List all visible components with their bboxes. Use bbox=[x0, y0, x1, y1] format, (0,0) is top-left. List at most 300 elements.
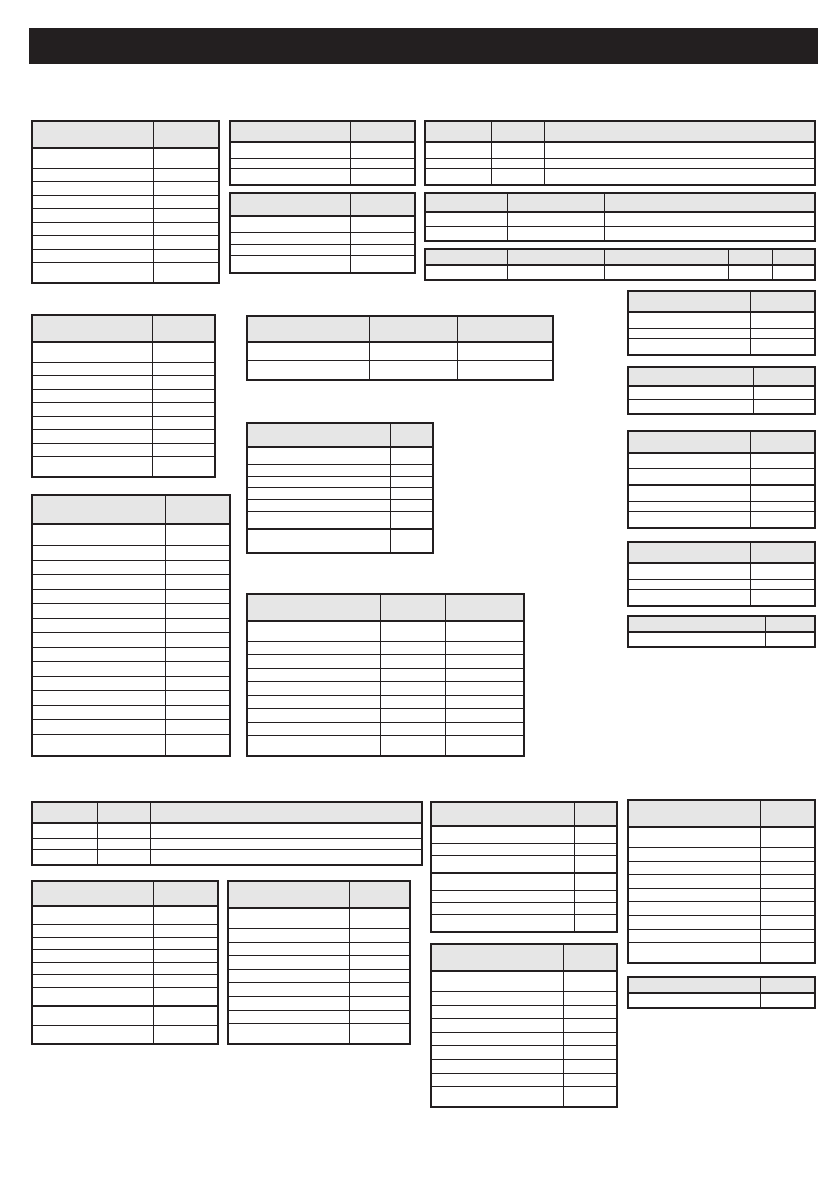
table-cell bbox=[153, 925, 218, 938]
table-cell bbox=[380, 722, 445, 736]
table-cell bbox=[32, 975, 153, 988]
table-header-row bbox=[230, 193, 415, 216]
table-t21 bbox=[430, 943, 618, 1108]
table-cell bbox=[32, 560, 165, 575]
table-row bbox=[32, 906, 218, 925]
table-cell bbox=[750, 590, 815, 606]
table-cell bbox=[628, 943, 760, 963]
table-cell bbox=[628, 902, 760, 916]
table-cell bbox=[431, 843, 575, 855]
table-cell bbox=[491, 142, 544, 158]
table-cell bbox=[349, 908, 410, 928]
table-row bbox=[425, 265, 815, 281]
table-cell bbox=[431, 1046, 564, 1060]
table-row bbox=[32, 416, 215, 430]
table-row bbox=[32, 705, 230, 720]
table-cell bbox=[760, 861, 815, 875]
table-row bbox=[425, 169, 815, 185]
header-cell bbox=[628, 977, 760, 993]
table-cell bbox=[750, 579, 815, 590]
table-cell bbox=[760, 915, 815, 929]
table-row bbox=[431, 1032, 617, 1046]
table-cell bbox=[544, 158, 815, 169]
table-cell bbox=[380, 682, 445, 696]
header-cell bbox=[97, 802, 151, 823]
table-row bbox=[628, 453, 815, 469]
table-row bbox=[32, 263, 219, 283]
table-header-row bbox=[431, 944, 617, 971]
header-cell bbox=[32, 881, 153, 906]
table-row bbox=[628, 993, 815, 1009]
table-cell bbox=[491, 158, 544, 169]
table-row bbox=[228, 1010, 410, 1024]
table-cell bbox=[32, 925, 153, 938]
table-cell bbox=[351, 256, 415, 273]
header-cell bbox=[351, 193, 415, 216]
table-cell bbox=[369, 342, 457, 361]
table-cell bbox=[32, 618, 165, 633]
table-cell bbox=[628, 339, 750, 355]
table-cell bbox=[247, 641, 380, 655]
table-cell bbox=[153, 249, 219, 263]
table-row bbox=[628, 501, 815, 512]
table-row bbox=[247, 529, 433, 553]
table-cell bbox=[228, 942, 349, 956]
table-row bbox=[228, 969, 410, 983]
table-row bbox=[32, 389, 215, 403]
table-t18 bbox=[430, 801, 618, 933]
table-cell bbox=[575, 873, 617, 891]
table-cell bbox=[32, 839, 97, 850]
table-cell bbox=[760, 888, 815, 902]
table-row bbox=[32, 925, 218, 938]
table-row bbox=[431, 1019, 617, 1033]
header-cell bbox=[491, 121, 544, 142]
table-row bbox=[247, 641, 524, 655]
table-row bbox=[431, 826, 617, 844]
table-cell bbox=[32, 849, 97, 865]
table-row bbox=[247, 621, 524, 641]
header-cell bbox=[153, 881, 218, 906]
table-row bbox=[247, 722, 524, 736]
table-cell bbox=[247, 476, 390, 488]
table-cell bbox=[153, 236, 219, 250]
table-row bbox=[32, 937, 218, 950]
table-row bbox=[628, 386, 815, 400]
table-cell bbox=[349, 929, 410, 943]
table-header-row bbox=[32, 121, 219, 148]
table-cell bbox=[431, 1019, 564, 1033]
table-row bbox=[32, 546, 230, 561]
table-cell bbox=[425, 212, 508, 226]
table-cell bbox=[628, 827, 760, 847]
table-cell bbox=[151, 839, 422, 850]
table-cell bbox=[628, 512, 750, 528]
table-cell bbox=[153, 430, 215, 444]
table-cell bbox=[765, 632, 815, 648]
table-cell bbox=[32, 236, 153, 250]
table-cell bbox=[628, 400, 753, 414]
header-cell bbox=[369, 316, 457, 342]
table-cell bbox=[32, 575, 165, 590]
table-header-row bbox=[247, 423, 433, 447]
table-cell bbox=[230, 169, 351, 185]
table-cell bbox=[750, 469, 815, 485]
table-row bbox=[431, 1046, 617, 1060]
table-cell bbox=[564, 1059, 617, 1073]
table-cell bbox=[380, 668, 445, 682]
table-cell bbox=[97, 839, 151, 850]
table-header-row bbox=[628, 977, 815, 993]
table-row bbox=[230, 216, 415, 233]
header-cell bbox=[151, 802, 422, 823]
table-cell bbox=[247, 682, 380, 696]
table-row bbox=[628, 915, 815, 929]
table-cell bbox=[628, 848, 760, 862]
table-row bbox=[32, 734, 230, 756]
table-row bbox=[32, 1006, 218, 1025]
table-cell bbox=[228, 969, 349, 983]
table-row bbox=[628, 312, 815, 328]
table-row bbox=[247, 655, 524, 669]
table-cell bbox=[32, 720, 165, 735]
header-cell bbox=[351, 121, 415, 142]
table-cell bbox=[351, 244, 415, 255]
table-cell bbox=[153, 988, 218, 1007]
table-cell bbox=[628, 875, 760, 889]
table-cell bbox=[247, 668, 380, 682]
table-cell bbox=[32, 249, 153, 263]
table-row bbox=[32, 839, 422, 850]
header-cell bbox=[750, 291, 815, 312]
table-row bbox=[628, 339, 815, 355]
table-cell bbox=[153, 937, 218, 950]
table-cell bbox=[349, 1024, 410, 1044]
table-cell bbox=[165, 647, 230, 662]
table-row bbox=[230, 256, 415, 273]
table-row bbox=[32, 403, 215, 417]
table-header-row bbox=[32, 315, 215, 342]
header-cell bbox=[628, 367, 753, 386]
table-cell bbox=[247, 488, 390, 500]
table-t13 bbox=[31, 494, 231, 757]
table-cell bbox=[153, 263, 219, 283]
table-cell bbox=[165, 633, 230, 648]
table-cell bbox=[349, 996, 410, 1010]
table-header-row bbox=[228, 881, 410, 908]
table-cell bbox=[349, 942, 410, 956]
table-cell bbox=[32, 430, 153, 444]
table-row bbox=[32, 575, 230, 590]
table-cell bbox=[165, 676, 230, 691]
table-row bbox=[230, 169, 415, 185]
table-cell bbox=[628, 485, 750, 501]
table-cell bbox=[380, 621, 445, 641]
table-cell bbox=[228, 908, 349, 928]
table-cell bbox=[445, 621, 524, 641]
table-row bbox=[247, 512, 433, 530]
header-cell bbox=[32, 802, 97, 823]
table-cell bbox=[564, 1032, 617, 1046]
table-row bbox=[32, 342, 215, 362]
table-t15 bbox=[246, 593, 525, 757]
table-row bbox=[32, 618, 230, 633]
table-cell bbox=[431, 826, 575, 844]
header-cell bbox=[425, 193, 508, 212]
table-row bbox=[32, 604, 230, 619]
table-t22 bbox=[627, 799, 816, 964]
table-row bbox=[32, 823, 422, 839]
table-cell bbox=[32, 443, 153, 457]
table-cell bbox=[32, 906, 153, 925]
table-cell bbox=[628, 453, 750, 469]
header-cell bbox=[230, 193, 351, 216]
table-cell bbox=[575, 826, 617, 844]
table-cell bbox=[230, 244, 351, 255]
header-cell bbox=[773, 249, 815, 265]
table-cell bbox=[351, 233, 415, 244]
table-cell bbox=[390, 512, 433, 530]
table-cell bbox=[544, 169, 815, 185]
header-cell bbox=[458, 316, 553, 342]
header-cell bbox=[32, 121, 153, 148]
table-cell bbox=[32, 362, 153, 376]
table-cell bbox=[247, 529, 390, 553]
table-cell bbox=[575, 902, 617, 914]
table-row bbox=[628, 827, 815, 847]
table-cell bbox=[228, 996, 349, 1010]
table-t16 bbox=[627, 615, 816, 648]
header-cell bbox=[544, 121, 815, 142]
table-row bbox=[228, 996, 410, 1010]
table-cell bbox=[445, 655, 524, 669]
table-row bbox=[628, 943, 815, 963]
table-cell bbox=[32, 524, 165, 546]
table-t09 bbox=[627, 290, 816, 356]
header-cell bbox=[760, 977, 815, 993]
table-cell bbox=[153, 376, 215, 390]
table-cell bbox=[390, 500, 433, 512]
table-header-row bbox=[628, 800, 815, 827]
table-header-row bbox=[628, 291, 815, 312]
table-cell bbox=[153, 975, 218, 988]
table-t02 bbox=[229, 120, 416, 186]
table-cell bbox=[165, 575, 230, 590]
table-cell bbox=[750, 312, 815, 328]
table-cell bbox=[564, 992, 617, 1006]
header-cell bbox=[247, 594, 380, 621]
table-cell bbox=[247, 695, 380, 709]
table-cell bbox=[349, 956, 410, 970]
table-cell bbox=[575, 891, 617, 903]
table-cell bbox=[425, 227, 508, 241]
header-cell bbox=[32, 495, 165, 524]
table-cell bbox=[380, 641, 445, 655]
table-cell bbox=[32, 647, 165, 662]
header-cell bbox=[628, 542, 750, 563]
table-cell bbox=[390, 464, 433, 476]
header-cell bbox=[564, 944, 617, 971]
table-cell bbox=[165, 720, 230, 735]
header-cell bbox=[153, 121, 219, 148]
table-cell bbox=[32, 962, 153, 975]
table-cell bbox=[153, 168, 219, 182]
table-row bbox=[247, 342, 553, 361]
header-cell bbox=[445, 594, 524, 621]
table-row bbox=[628, 632, 815, 648]
table-row bbox=[247, 476, 433, 488]
table-t08 bbox=[246, 315, 554, 381]
table-header-row bbox=[628, 542, 815, 563]
table-row bbox=[247, 709, 524, 723]
table-cell bbox=[628, 632, 765, 648]
table-cell bbox=[380, 695, 445, 709]
table-cell bbox=[458, 342, 553, 361]
table-cell bbox=[32, 676, 165, 691]
table-row bbox=[228, 942, 410, 956]
table-cell bbox=[97, 823, 151, 839]
table-row bbox=[431, 992, 617, 1006]
table-cell bbox=[32, 222, 153, 236]
table-row bbox=[32, 849, 422, 865]
header-cell bbox=[32, 315, 153, 342]
table-cell bbox=[445, 641, 524, 655]
table-cell bbox=[728, 265, 772, 281]
table-row bbox=[247, 500, 433, 512]
table-row bbox=[32, 647, 230, 662]
table-row bbox=[228, 1024, 410, 1044]
table-header-row bbox=[425, 249, 815, 265]
table-cell bbox=[628, 861, 760, 875]
table-t14 bbox=[627, 541, 816, 607]
table-row bbox=[431, 902, 617, 914]
table-header-row bbox=[628, 616, 815, 632]
table-cell bbox=[32, 604, 165, 619]
table-cell bbox=[32, 662, 165, 677]
table-row bbox=[32, 209, 219, 223]
table-cell bbox=[628, 386, 753, 400]
table-cell bbox=[32, 416, 153, 430]
table-cell bbox=[431, 1073, 564, 1087]
table-cell bbox=[228, 956, 349, 970]
table-cell bbox=[247, 722, 380, 736]
table-row bbox=[230, 233, 415, 244]
table-row bbox=[32, 430, 215, 444]
table-header-row bbox=[628, 431, 815, 453]
table-t11 bbox=[246, 422, 434, 554]
table-cell bbox=[97, 849, 151, 865]
table-row bbox=[431, 1073, 617, 1087]
table-cell bbox=[230, 158, 351, 169]
table-cell bbox=[351, 158, 415, 169]
table-t01 bbox=[31, 120, 220, 284]
table-cell bbox=[390, 488, 433, 500]
table-cell bbox=[32, 148, 153, 168]
table-cell bbox=[153, 416, 215, 430]
table-t03 bbox=[229, 192, 416, 274]
table-row bbox=[32, 524, 230, 546]
table-cell bbox=[153, 950, 218, 963]
table-row bbox=[228, 929, 410, 943]
table-cell bbox=[32, 403, 153, 417]
table-cell bbox=[425, 169, 491, 185]
table-cell bbox=[153, 222, 219, 236]
table-row bbox=[32, 1025, 218, 1044]
table-cell bbox=[431, 1087, 564, 1107]
table-cell bbox=[153, 962, 218, 975]
table-row bbox=[32, 691, 230, 706]
table-cell bbox=[32, 182, 153, 196]
table-cell bbox=[628, 993, 760, 1009]
table-cell bbox=[390, 476, 433, 488]
table-row bbox=[32, 720, 230, 735]
table-row bbox=[431, 843, 617, 855]
table-row bbox=[228, 908, 410, 928]
table-cell bbox=[165, 662, 230, 677]
table-cell bbox=[380, 655, 445, 669]
table-cell bbox=[628, 563, 750, 579]
table-cell bbox=[628, 579, 750, 590]
table-header-row bbox=[425, 121, 815, 142]
header-cell bbox=[628, 800, 760, 827]
header-cell bbox=[728, 249, 772, 265]
table-row bbox=[431, 1087, 617, 1107]
header-cell bbox=[165, 495, 230, 524]
table-cell bbox=[369, 361, 457, 380]
table-t17 bbox=[31, 801, 423, 866]
table-row bbox=[32, 962, 218, 975]
table-row bbox=[431, 855, 617, 873]
table-cell bbox=[153, 906, 218, 925]
table-cell bbox=[32, 937, 153, 950]
header-cell bbox=[765, 616, 815, 632]
table-row bbox=[32, 988, 218, 1007]
table-cell bbox=[575, 855, 617, 873]
table-t05 bbox=[424, 192, 816, 242]
header-cell bbox=[431, 802, 575, 826]
table-row bbox=[425, 142, 815, 158]
header-cell bbox=[628, 616, 765, 632]
table-row bbox=[230, 244, 415, 255]
table-cell bbox=[32, 734, 165, 756]
table-cell bbox=[425, 158, 491, 169]
table-row bbox=[228, 983, 410, 997]
table-row bbox=[32, 236, 219, 250]
table-row bbox=[247, 668, 524, 682]
table-row bbox=[247, 695, 524, 709]
table-row bbox=[628, 563, 815, 579]
table-cell bbox=[32, 457, 153, 477]
table-row bbox=[247, 447, 433, 465]
table-cell bbox=[349, 1010, 410, 1024]
table-cell bbox=[247, 736, 380, 756]
table-cell bbox=[431, 971, 564, 991]
table-cell bbox=[628, 501, 750, 512]
table-cell bbox=[431, 902, 575, 914]
table-row bbox=[32, 589, 230, 604]
table-cell bbox=[32, 376, 153, 390]
table-cell bbox=[32, 263, 153, 283]
table-cell bbox=[153, 209, 219, 223]
table-cell bbox=[153, 362, 215, 376]
table-cell bbox=[508, 212, 605, 226]
table-row bbox=[32, 222, 219, 236]
table-cell bbox=[380, 736, 445, 756]
table-cell bbox=[445, 682, 524, 696]
table-row bbox=[431, 873, 617, 891]
table-cell bbox=[750, 512, 815, 528]
header-cell bbox=[750, 431, 815, 453]
